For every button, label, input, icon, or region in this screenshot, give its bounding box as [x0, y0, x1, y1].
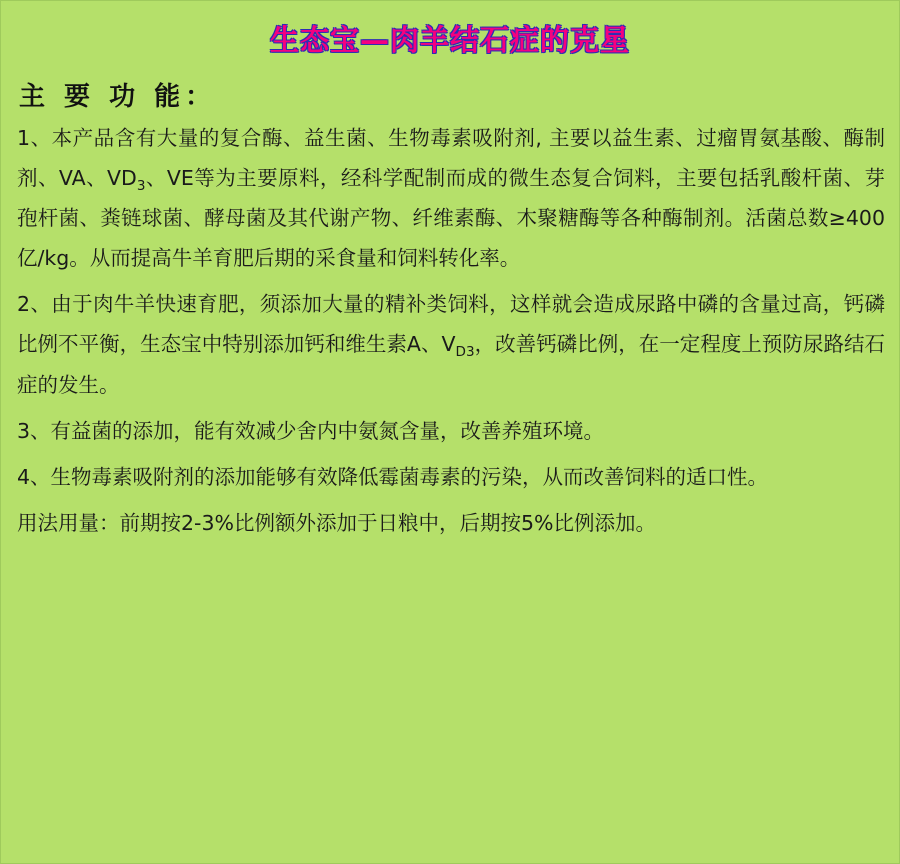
- page-title: 生态宝—肉羊结石症的克星: [269, 23, 630, 57]
- body-text-container: [1, 119, 899, 544]
- paragraph-3: 3、有益菌的添加，能有效减少舍内中氨氮含量，改善养殖环境。: [17, 418, 605, 443]
- paragraph-usage-dosage: 用法用量：前期按2-3%比例额外添加于日粮中，后期按5%比例添加。: [17, 510, 656, 535]
- paragraph-4: 4、生物毒素吸附剂的添加能够有效降低霉菌毒素的污染，从而改善饲料的适口性。: [17, 464, 769, 489]
- subscript-text: 3: [136, 177, 146, 194]
- paragraph-2: 2、由于肉牛羊快速育肥，须添加大量的精补类饲料，这样就会造成尿路中磷的含量过高，钙磷比例不平衡，生态宝中特别添加钙和维生素A、$V_{D3}$，改善钙磷比例，在一定程度上预防尿路结石症的发生。: [17, 292, 886, 397]
- subscript-text: D3: [455, 344, 475, 361]
- section-heading-main-functions: 主 要 功 能：: [19, 81, 217, 112]
- paragraph-1: 1、本产品含有大量的复合酶、益生菌、生物毒素吸附剂, 主要以益生素、过瘤胃氨基酸、酶制剂、VA、$VD_3$、VE等为主要原料，经科学配制而成的微生态复合饲料，主要包括乳酸杆菌、芽孢杆菌、粪链球菌、酵母菌及其代谢产物、纤维素酶、木聚糖酶等各种酶制剂。活菌总数≥400亿/kg。从而提高牛羊育肥后期的采食量和饲料转化率。: [17, 125, 885, 271]
